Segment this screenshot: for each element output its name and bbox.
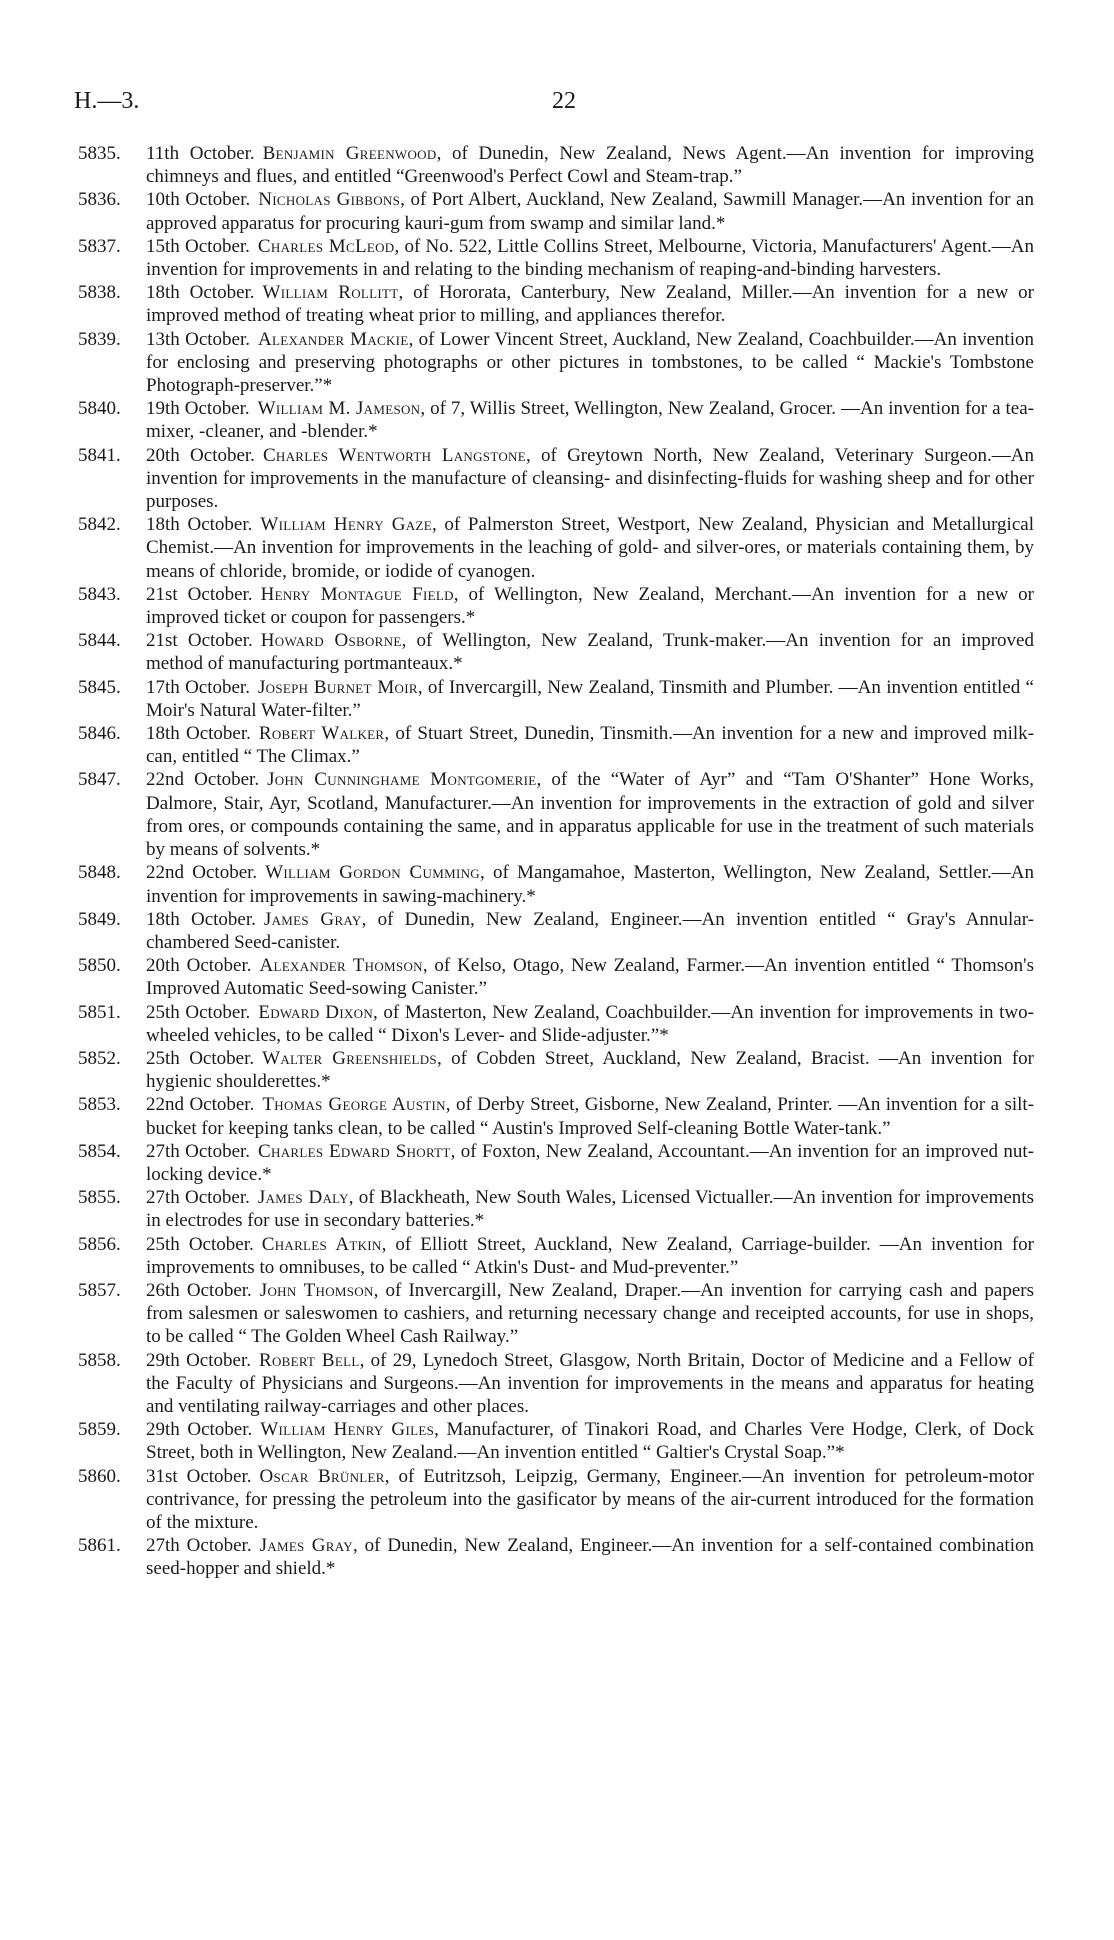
entry-date: 31st October. [146,1465,252,1487]
applicant-name: Walter Greenshields [262,1047,437,1069]
entry-number: 5860. [78,1465,121,1487]
entry-date: 26th October. [146,1279,252,1301]
applicant-name: John Thomson [259,1279,374,1301]
entry-description: , of Cobden Street, Auckland, New Zealand, Bracist. —An invention for hygienic shoulderettes.* [146,1047,1034,1093]
applicant-name: James Gray [259,1535,353,1557]
patent-entry [78,1186,1034,1232]
entry-description: , of the “Water of Ayr” and “Tam O'Shanter” Hone Works, Dalmore, Stair, Ayr, Scotland, Manufacturer.—An invention for improvements in the extraction of gold and silver from ores, or compounds containing the same, and in apparatus applicable for use in the treatment of such materials by means of solvents.* [146,769,1034,861]
entry-date: 18th October. [146,514,253,536]
entry-description: , of Wellington, New Zealand, Merchant.—An invention for a new or improved ticket or coupon for passengers.* [146,583,1034,629]
entry-number: 5845. [78,676,121,698]
entry-number: 5842. [78,514,121,536]
patent-entry [78,397,1034,443]
applicant-name: Alexander Mackie [258,328,409,350]
entry-number: 5846. [78,723,121,745]
entry-number: 5840. [78,398,121,420]
entry-number: 5835. [78,143,121,164]
entry-number: 5858. [78,1349,121,1371]
entry-number: 5847. [78,769,121,791]
patent-entry [78,188,1034,234]
entry-date: 19th October. [146,398,250,420]
entry-number: 5855. [78,1187,121,1209]
applicant-name: James Gray [263,908,362,930]
applicant-name: Charles Edward Shortt [258,1140,451,1162]
page-header [74,86,1054,116]
entry-number: 5856. [78,1233,121,1255]
entry-number: 5854. [78,1140,121,1162]
entry-number: 5849. [78,908,121,930]
applicant-name: Charles Atkin [261,1233,382,1255]
entry-date: 11th October. [146,143,255,164]
applicant-name: Joseph Burnet Moir [257,676,418,698]
patent-entry [78,629,1034,675]
entry-description: , of Hororata, Canterbury, New Zealand, Miller.—An invention for a new or improved method of treating wheat prior to milling, and appliances therefor. [146,282,1034,327]
entry-description: , of Kelso, Otago, New Zealand, Farmer.—An invention entitled “ Thomson's Improved Automatic Seed-sowing Canister.” [146,955,1034,1000]
page-number: 22 [552,88,576,114]
entry-date: 15th October. [146,235,250,257]
entry-date: 21st October. [146,630,253,652]
entry-description: , of Lower Vincent Street, Auckland, New Zealand, Coachbuilder.—An invention for enclosing and preserving photographs or other pictures in tombstones, to be called “ Mackie's Tombstone Photograph-preserver.”* [146,328,1034,397]
patent-entry [78,513,1034,583]
patent-entry [78,142,1034,188]
entry-number: 5861. [78,1535,121,1557]
patent-entry [78,444,1034,514]
entry-number: 5838. [78,282,121,304]
entry-number: 5853. [78,1094,121,1116]
patent-entry [78,722,1034,768]
patent-entry [78,1233,1034,1279]
applicant-name: Alexander Thomson [259,955,423,977]
applicant-name: Edward Dixon [258,1001,374,1023]
entry-date: 13th October. [146,328,251,350]
entry-number: 5836. [78,189,121,211]
entry-date: 25th October. [146,1001,251,1023]
patent-entry [78,235,1034,281]
patent-entry [78,1465,1034,1535]
entry-number: 5851. [78,1001,121,1023]
entry-description: , of Mangamahoe, Masterton, Wellington, New Zealand, Settler.—An invention for improvements in sawing-machinery.* [146,862,1035,907]
applicant-name: William Henry Gaze [260,514,432,536]
entry-date: 27th October. [146,1187,250,1209]
entry-date: 27th October. [146,1140,251,1162]
applicant-name: Benjamin Greenwood [262,143,437,164]
entry-date: 18th October. [146,282,255,304]
entry-description: , of 7, Willis Street, Wellington, New Zealand, Grocer. —An invention for a tea-mixer, -cleaner, and -blender.* [146,398,1034,443]
patent-entry [78,583,1034,629]
patent-entries-list [78,142,1034,1581]
applicant-name: James Daly [257,1187,349,1209]
applicant-name: William M. Jameson [257,398,421,420]
applicant-name: William Rollitt [262,282,399,304]
patent-entry [78,861,1034,907]
applicant-name: Charles McLeod [257,235,395,257]
patent-entry [78,1001,1034,1047]
entry-number: 5843. [78,583,121,605]
entry-number: 5844. [78,630,121,652]
document-code: H.—3. [74,88,140,114]
patent-entry [78,1279,1034,1349]
patent-entry [78,768,1034,861]
entry-date: 25th October. [146,1233,254,1255]
entry-number: 5839. [78,328,121,350]
entry-description: , of 29, Lynedoch Street, Glasgow, North Britain, Doctor of Medicine and a Fellow of the Faculty of Physicians and Surgeons.—An invention for improvements in the means and apparatus for heating and ventilating railway-carriages and other places. [146,1349,1034,1417]
entry-description: , of Dunedin, New Zealand, News Agent.—An invention for improving chimneys and flues, and entitled “Greenwood's Perfect Cowl and Steam-trap.” [146,143,1034,188]
entry-description: , of Stuart Street, Dunedin, Tinsmith.—An invention for a new and improved milk-can, entitled “ The Climax.” [146,723,1034,768]
entry-description: , of Masterton, New Zealand, Coachbuilder.—An invention for improvements in two-wheeled vehicles, to be called “ Dixon's Lever- and Slide-adjuster.”* [146,1001,1034,1046]
applicant-name: Henry Montague Field [260,583,454,605]
applicant-name: William Gordon Cumming [265,862,480,884]
patent-entry [78,1093,1034,1139]
applicant-name: John Cunninghame Montgomerie [267,769,537,791]
patent-entry [78,676,1034,722]
patent-entry [78,1140,1034,1186]
patent-entry [78,1418,1034,1464]
applicant-name: Charles Wentworth Langstone [262,444,526,466]
entry-description: , of Elliott Street, Auckland, New Zealand, Carriage-builder. —An invention for improvements to omnibuses, to be called “ Atkin's Dust- and Mud-preventer.” [146,1233,1034,1278]
entry-number: 5859. [78,1419,121,1441]
entry-date: 20th October. [146,444,255,466]
entry-number: 5848. [78,862,121,884]
entry-description: , of Derby Street, Gisborne, New Zealand, Printer. —An invention for a silt-bucket for keeping tanks clean, to be called “ Austin's Improved Self-cleaning Bottle Water-tank.” [146,1094,1034,1139]
entry-description: , Manufacturer, of Tinakori Road, and Charles Vere Hodge, Clerk, of Dock Street, both in Wellington, New Zealand.—An invention entitled “ Galtier's Crystal Soap.”* [146,1419,1034,1464]
entry-date: 29th October. [146,1349,251,1371]
entry-description: , of Invercargill, New Zealand, Draper.—An invention for carrying cash and papers from salesmen or saleswomen to cashiers, and returning necessary change and receipted accounts, for use in shops, to be called “ The Golden Wheel Cash Railway.” [146,1279,1034,1348]
entry-number: 5850. [78,955,121,977]
applicant-name: Oscar Brünler [259,1465,385,1487]
patent-entry [78,1349,1034,1419]
entry-description: , of Invercargill, New Zealand, Tinsmith and Plumber. —An invention entitled “ Moir's Natural Water-filter.” [146,676,1034,721]
patent-entry [78,954,1034,1000]
entry-description: , of Port Albert, Auckland, New Zealand, Sawmill Manager.—An invention for an approved apparatus for procuring kauri-gum from swamp and similar land.* [146,189,1034,234]
entry-description: , of Wellington, New Zealand, Trunk-maker.—An invention for an improved method of manufacturing portmanteaux.* [146,630,1034,675]
applicant-name: Howard Osborne [260,630,402,652]
entry-date: 17th October. [146,676,250,698]
applicant-name: Robert Bell [258,1349,360,1371]
applicant-name: Thomas George Austin [262,1094,446,1116]
entry-description: , of Greytown North, New Zealand, Veterinary Surgeon.—An invention for improvements in the manufacture of cleansing- and disinfecting-fluids for washing sheep and for other purposes. [146,444,1034,513]
patent-entry [78,281,1034,327]
entry-number: 5841. [78,444,121,466]
entry-date: 18th October. [146,908,256,930]
entry-number: 5837. [78,235,121,257]
patent-entry [78,1534,1034,1580]
entry-date: 29th October. [146,1419,253,1441]
patent-entry [78,328,1034,398]
entry-date: 10th October. [146,189,251,211]
patent-entry [78,1047,1034,1093]
entry-description: , of Palmerston Street, Westport, New Zealand, Physician and Metallurgical Chemist.—An invention for improvements in the leaching of gold- and silver-ores, or materials containing them, by means of chloride, bromide, or iodide of cyanogen. [146,514,1034,582]
entry-date: 22nd October. [146,1094,255,1116]
applicant-name: Robert Walker [258,723,385,745]
entry-number: 5852. [78,1047,121,1069]
applicant-name: Nicholas Gibbons [258,189,401,211]
patent-entry [78,908,1034,954]
entry-date: 27th October. [146,1535,252,1557]
entry-number: 5857. [78,1279,121,1301]
entry-date: 21st October. [146,583,253,605]
entry-description: , of Dunedin, New Zealand, Engineer.—An invention entitled “ Gray's Annular-chambered Seed-canister. [146,908,1034,953]
entry-description: , of Blackheath, New South Wales, Licensed Victualler.—An invention for improvements in electrodes for use in secondary batteries.* [146,1187,1034,1232]
entry-date: 22nd October. [146,862,258,884]
entry-description: , of No. 522, Little Collins Street, Melbourne, Victoria, Manufacturers' Agent.—An invention for improvements in and relating to the binding mechanism of reaping-and-binding harvesters. [146,235,1034,281]
entry-date: 20th October. [146,955,252,977]
entry-date: 22nd October. [146,769,260,791]
entry-description: , of Dunedin, New Zealand, Engineer.—An invention for a self-contained combination seed-hopper and shield.* [146,1535,1034,1580]
entry-date: 25th October. [146,1047,255,1069]
entry-description: , of Foxton, New Zealand, Accountant.—An invention for an improved nut-locking device.* [146,1140,1034,1185]
entry-date: 18th October. [146,723,251,745]
entry-description: , of Eutritzsoh, Leipzig, Germany, Engineer.—An invention for petroleum-motor contrivance, for pressing the petroleum into the gasificator by means of the air-current introduced for the formation of the mixture. [146,1465,1034,1533]
applicant-name: William Henry Giles [260,1419,435,1441]
